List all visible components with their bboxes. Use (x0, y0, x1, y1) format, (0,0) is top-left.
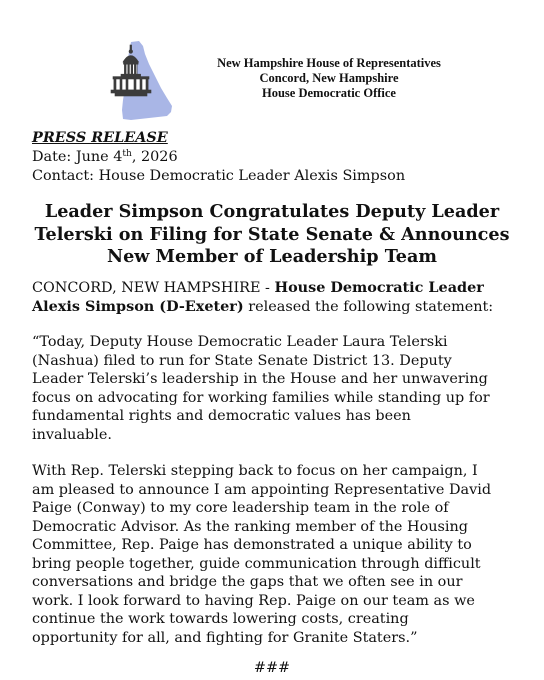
office-line-3: House Democratic Office (262, 86, 396, 100)
headline-line-1: Leader Simpson Congratulates Deputy Leader (44, 201, 500, 222)
release-date-suffix-sup: th (122, 149, 132, 159)
letterhead (0, 40, 544, 122)
release-date (32, 148, 522, 167)
intro-paragraph (32, 279, 522, 316)
paragraph-line: opportunity for all, and fighting for Granite Staters.” (32, 629, 418, 646)
office-name-block (184, 56, 474, 101)
paragraph-line: With Rep. Telerski stepping back to focus on her campaign, I (32, 463, 478, 479)
state-capitol-logo-icon (109, 40, 175, 122)
paragraph-line: continue the work towards lowering costs, creating (32, 611, 409, 627)
paragraph-line: “Today, Deputy House Democratic Leader Laura Telerski (32, 334, 448, 350)
headline-line-3: New Member of Leadership Team (107, 246, 437, 267)
release-meta (32, 128, 522, 186)
paragraph-line: fundamental rights and democratic values has been (32, 408, 411, 424)
statement-paragraph-2 (32, 462, 522, 647)
press-release-label: PRESS RELEASE (32, 129, 168, 146)
headline-line-2: Telerski on Filing for State Senate & Announces (34, 223, 510, 245)
end-mark: ### (253, 660, 291, 676)
intro-bold-2: Alexis Simpson (D-Exeter) (32, 297, 244, 315)
release-date-prefix: Date: June 4 (32, 149, 123, 165)
intro-bold-1: House Democratic Leader (274, 279, 484, 296)
paragraph-line: work. I look forward to having Rep. Paige on our team as we (32, 592, 475, 609)
release-date-year: , 2026 (131, 149, 178, 165)
release-contact: Contact: House Democratic Leader Alexis Simpson (32, 168, 406, 184)
paragraph-line: Committee, Rep. Paige has demonstrated a unique ability to (32, 537, 472, 553)
paragraph-line: (Nashua) filed to run for State Senate District 13. Deputy (32, 352, 452, 369)
office-line-2: Concord, New Hampshire (259, 71, 399, 85)
intro-rest: released the following statement: (243, 298, 494, 315)
paragraph-line: focus on advocating for working families while standing up for (32, 389, 490, 406)
paragraph-line: invaluable. (32, 426, 112, 443)
statement-paragraph-1 (32, 333, 522, 444)
paragraph-line: bring people together, guide communication through difficult (32, 555, 481, 572)
paragraph-line: am pleased to announce I am appointing Representative David (32, 481, 492, 498)
paragraph-line: Paige (Conway) to my core leadership team in the role of (32, 500, 449, 516)
office-line-1: New Hampshire House of Representatives (217, 56, 441, 70)
paragraph-line: Democratic Advisor. As the ranking member of the Housing (32, 518, 468, 535)
dateline: CONCORD, NEW HAMPSHIRE - (32, 280, 275, 296)
headline (20, 201, 524, 269)
paragraph-line: Leader Telerski’s leadership in the House and her unwavering (32, 371, 488, 387)
paragraph-line: conversations and bridge the gaps that we often see in our (32, 574, 463, 590)
